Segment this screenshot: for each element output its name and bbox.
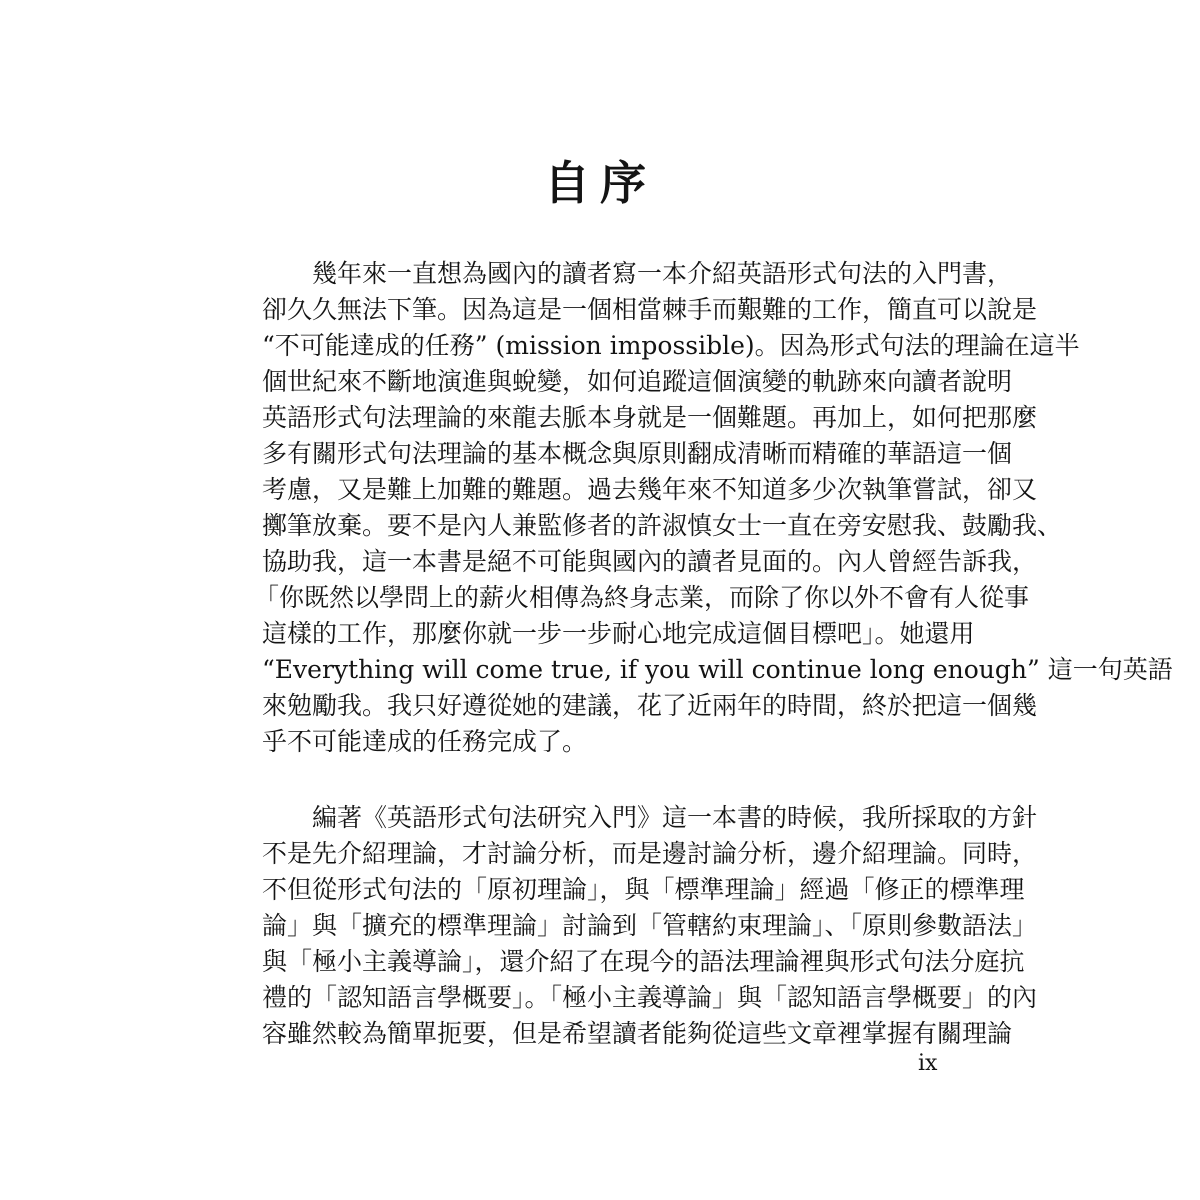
text-line: 卻久久無法下筆。因為這是一個相當棘手而艱難的工作，簡直可以說是 — [262, 295, 1038, 324]
text-line: 考慮，又是難上加難的難題。過去幾年來不知道多少次執筆嘗試，卻又 — [262, 475, 1038, 504]
text-line: “Everything will come true, if you will continue long enough” 這一句英語 — [262, 655, 1173, 684]
page-number: ix — [918, 1051, 938, 1076]
text-line: 與「極小主義導論」，還介紹了在現今的語法理論裡與形式句法分庭抗 — [262, 947, 1025, 976]
text-line: “不可能達成的任務” (mission impossible)。因為形式句法的理論在這半 — [262, 331, 1080, 360]
text-line: 擲筆放棄。要不是內人兼監修者的許淑慎女士一直在旁安慰我、鼓勵我、 — [262, 511, 1063, 540]
text-line: 英語形式句法理論的來龍去脈本身就是一個難題。再加上，如何把那麼 — [262, 403, 1038, 432]
text-line: 這樣的工作，那麼你就一步一步耐心地完成這個目標吧」。她還用 — [262, 619, 975, 648]
text-line: 來勉勵我。我只好遵從她的建議，花了近兩年的時間，終於把這一個幾 — [262, 691, 1038, 720]
text-line: 協助我，這一本書是絕不可能與國內的讀者見面的。內人曾經告訴我， — [262, 547, 1038, 576]
text-line: 禮的「認知語言學概要」。「極小主義導論」與「認知語言學概要」的內 — [262, 983, 1038, 1012]
text-line: 幾年來一直想為國內的讀者寫一本介紹英語形式句法的入門書， — [312, 259, 1013, 288]
text-line: 「你既然以學問上的薪火相傳為終身志業，而除了你以外不會有人從事 — [254, 583, 1030, 612]
text-line: 編著《英語形式句法研究入門》這一本書的時候，我所採取的方針 — [312, 803, 1038, 832]
text-line: 個世紀來不斷地演進與蛻變，如何追蹤這個演變的軌跡來向讀者說明 — [262, 367, 1013, 396]
page-title: 自序 — [544, 156, 656, 210]
text-line: 多有關形式句法理論的基本概念與原則翻成清晰而精確的華語這一個 — [262, 439, 1013, 468]
text-line: 不是先介紹理論，才討論分析，而是邊討論分析，邊介紹理論。同時， — [262, 839, 1038, 868]
text-line: 乎不可能達成的任務完成了。 — [262, 727, 588, 756]
text-line: 容雖然較為簡單扼要，但是希望讀者能夠從這些文章裡掌握有關理論 — [262, 1019, 1013, 1048]
text-line: 不但從形式句法的「原初理論」，與「標準理論」經過「修正的標準理 — [262, 875, 1025, 904]
text-line: 論」與「擴充的標準理論」討論到「管轄約束理論」、「原則參數語法」 — [262, 911, 1038, 940]
